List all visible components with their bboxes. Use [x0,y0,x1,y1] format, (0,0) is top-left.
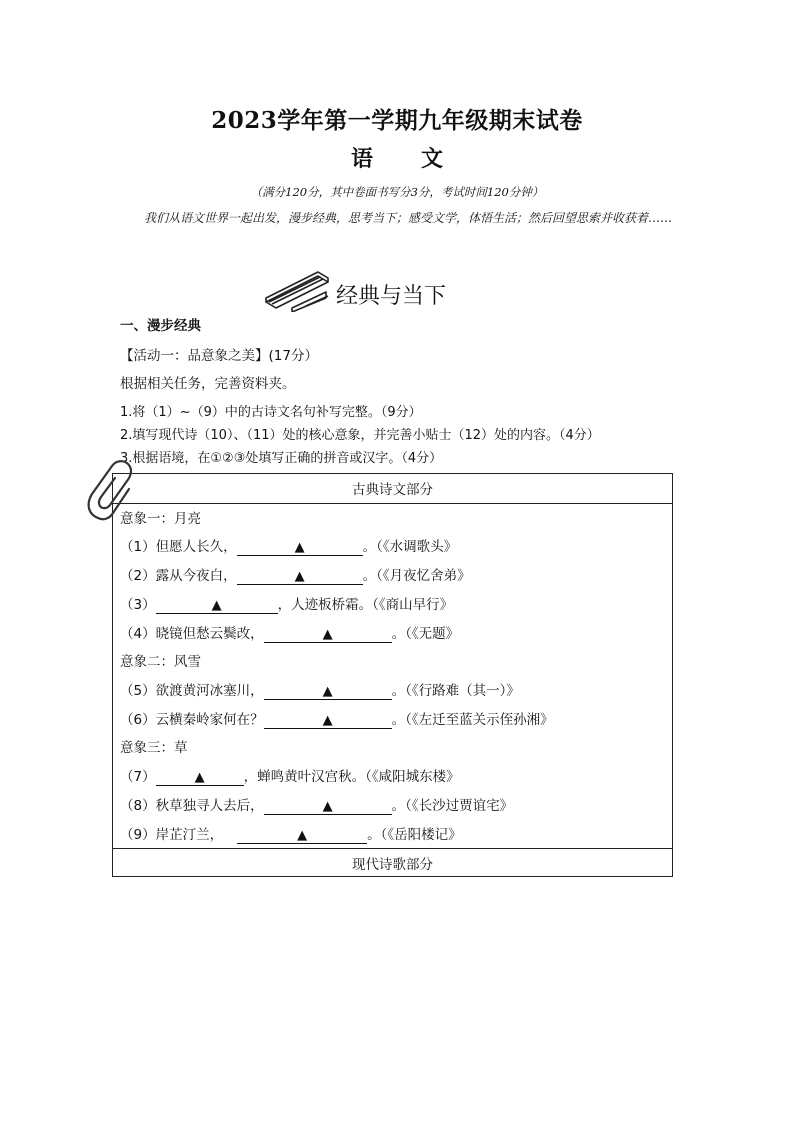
table-row: （8）秋草独寻人去后， ▲ 。（《长沙过贾谊宅》 [120,798,514,814]
group-label-moon: 意象一：月亮 [120,511,201,527]
section-heading: 一、漫步经典 [120,318,201,334]
table-row: （6）云横秦岭家何在？ ▲ 。（《左迁至蓝关示侄孙湘》 [120,712,554,728]
books-icon [262,268,332,312]
exam-title: 2023学年第一学期九年级期末试卷 [211,107,583,134]
answer-blank-9[interactable]: ▲ [237,828,367,844]
subject-title [0,142,794,173]
answer-blank-8[interactable]: ▲ [264,799,392,815]
table-row: （3） ▲ ，人迹板桥霜。（《商山早行》 [120,597,454,613]
modern-section-header: 现代诗歌部分 [352,857,433,873]
task-guide: 根据相关任务，完善资料夹。 [120,376,296,392]
section-banner [262,266,446,314]
poem-table [112,473,673,877]
answer-blank-2[interactable]: ▲ [237,569,363,585]
subject-char-1: 语 [350,146,373,172]
table-row: （2）露从今夜白， ▲ 。（《月夜忆舍弟》 [120,568,471,584]
exam-note: （满分120分，其中卷面书写分3分，考试时间120分钟） [250,185,544,199]
intro-paragraph: 我们从语文世界一起出发，漫步经典，思考当下；感受文学，体悟生活；然后回望思索并收获着…… [144,211,673,225]
table-row: （5）欲渡黄河冰塞川， ▲ 。（《行路难（其一）》 [120,683,520,699]
answer-blank-3[interactable]: ▲ [156,598,278,614]
group-label-grass: 意象三：草 [120,740,188,756]
subject-char-2: 文 [421,146,444,172]
answer-blank-6[interactable]: ▲ [264,713,392,729]
table-row: （4）晓镜但愁云鬓改， ▲ 。（《无题》 [120,626,460,642]
table-row: （9）岸芷汀兰， ▲ 。（《岳阳楼记》 [120,827,462,843]
table-row: （1）但愿人长久， ▲ 。（《水调歌头》 [120,539,458,555]
classical-section-header: 古典诗文部分 [352,482,433,498]
answer-blank-4[interactable]: ▲ [264,627,392,643]
paperclip-icon [84,458,136,526]
task-2: 2.填写现代诗（10）、（11）处的核心意象，并完善小贴士（12）处的内容。（4分） [120,428,600,443]
table-row: （7） ▲ ，蝉鸣黄叶汉宫秋。（《咸阳城东楼》 [120,769,460,785]
banner-label: 经典与当下 [336,283,447,309]
group-label-wind-snow: 意象二：风雪 [120,654,201,670]
answer-blank-1[interactable]: ▲ [237,540,363,556]
task-1: 1.将（1）~（9）中的古诗文名句补写完整。（9分） [120,405,422,420]
answer-blank-7[interactable]: ▲ [156,770,244,786]
activity-title: 【活动一：品意象之美】(17分） [120,348,318,364]
answer-blank-5[interactable]: ▲ [264,684,392,700]
task-3: 3.根据语境，在①②③处填写正确的拼音或汉字。（4分） [120,451,443,466]
